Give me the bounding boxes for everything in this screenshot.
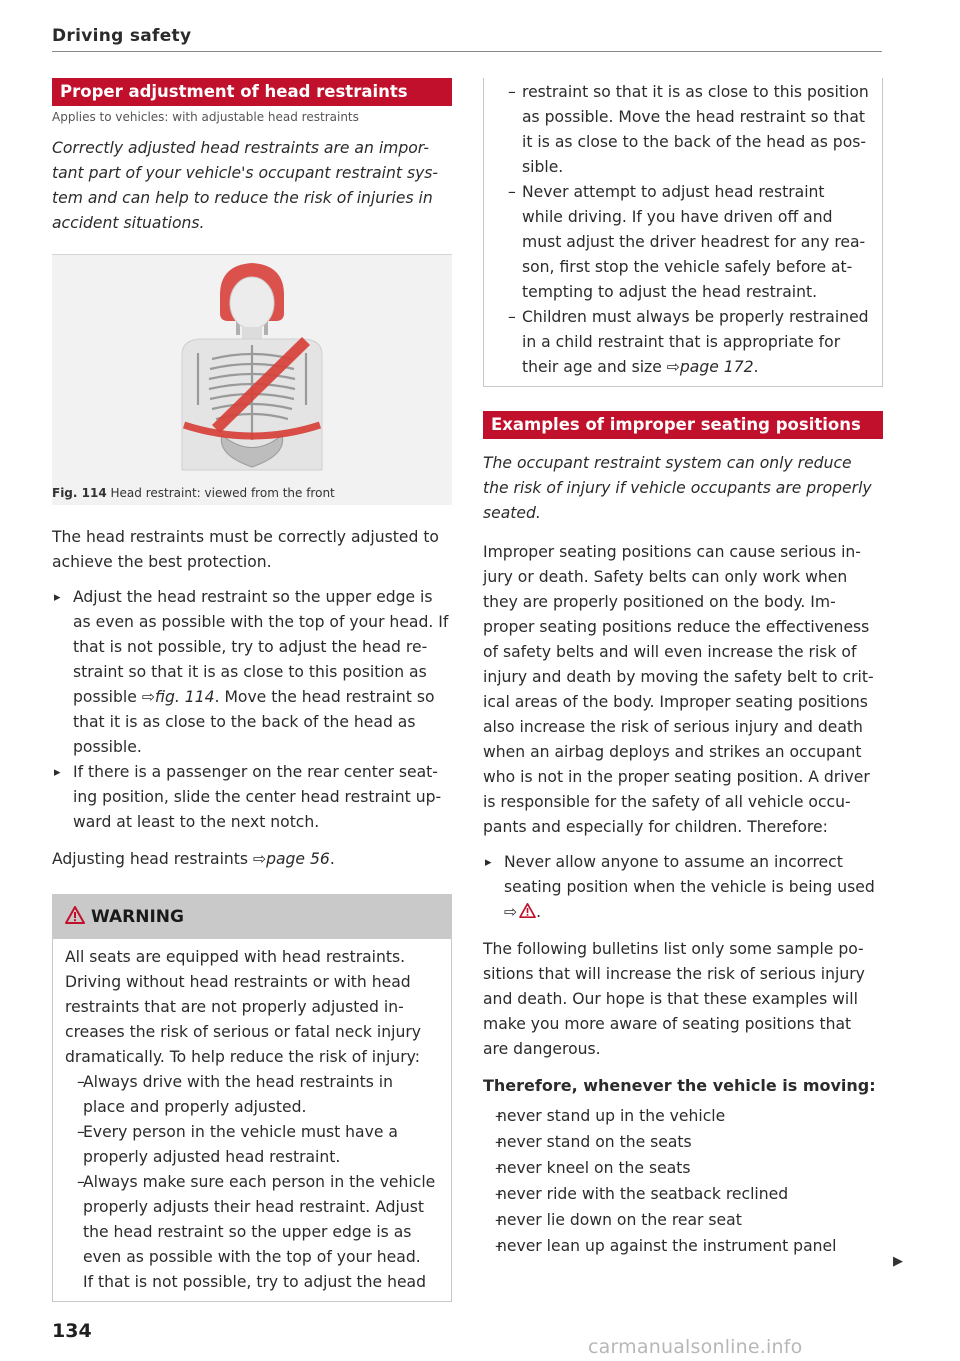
text-line: never kneel on the seats (497, 1159, 691, 1177)
text-line: jury or death. Safety belts can only work when (483, 568, 848, 586)
text-line: ward at least to the next notch. (73, 813, 320, 831)
text-line: dramatically. To help reduce the risk of injury: (65, 1048, 420, 1066)
text-line: ical areas of the body. Improper seating positions (483, 693, 868, 711)
text-line: never lie down on the rear seat (497, 1211, 742, 1229)
left-column (52, 78, 452, 1302)
text-line: place and properly adjusted. (83, 1098, 307, 1116)
warning-triangle-icon (65, 906, 85, 924)
text-line: never lean up against the instrument panel (497, 1237, 837, 1255)
text-line: as possible. Move the head restraint so that (522, 108, 866, 126)
text-line: in a child restraint that is appropriate for (522, 333, 841, 351)
paragraph (52, 847, 452, 872)
dash-item-continued (496, 80, 870, 180)
paragraph (483, 540, 883, 840)
text-line: creases the risk of serious or fatal neck injury (65, 1023, 421, 1041)
list-item (483, 1155, 883, 1181)
text-line: sitions that will increase the risk of serious injury (483, 965, 865, 983)
warning-label: WARNING (91, 907, 184, 927)
ref-arrow-icon: ⇨ (141, 688, 155, 706)
figure-caption (52, 486, 452, 500)
applies-to-note: Applies to vehicles: with adjustable head restraints (52, 110, 359, 124)
text-line: never ride with the seatback reclined (497, 1185, 789, 1203)
text-line: injury and death by moving the safety belt to crit- (483, 668, 874, 686)
ref-arrow-icon: ⇨ (666, 358, 680, 376)
text-line: the head restraint so the upper edge is as (83, 1223, 412, 1241)
text-line: son, first stop the vehicle safely before at- (522, 258, 853, 276)
text-line: Improper seating positions can cause serious in- (483, 543, 861, 561)
text-line: The following bulletins list only some sample po- (483, 940, 864, 958)
text-fragment: possible (73, 688, 142, 706)
text-line: sible. (522, 158, 564, 176)
text-line: straint so that it is as close to this position as (73, 663, 427, 681)
dash-item (496, 305, 870, 380)
warning-title (53, 895, 451, 939)
intro-line: tem and can help to reduce the risk of injuries in (52, 189, 433, 207)
warning-body (484, 78, 882, 386)
right-column (483, 78, 883, 1259)
list-item (483, 1181, 883, 1207)
bullet-item (52, 585, 452, 760)
text-line: restraints that are not properly adjusted in- (65, 998, 404, 1016)
header-rule (52, 51, 882, 52)
text-fragment: . (329, 850, 335, 868)
page-reference-link[interactable]: page 172 (679, 358, 754, 376)
text-line: ing position, slide the center head restraint up- (73, 788, 442, 806)
figure-reference-link[interactable]: fig. 114 (154, 688, 215, 706)
intro-line: seated. (483, 504, 541, 522)
text-line: it is as close to the back of the head as pos- (522, 133, 866, 151)
text-line: If there is a passenger on the rear center seat- (73, 763, 438, 781)
text-fragment: . (536, 903, 542, 921)
watermark: carmanualsonline.info (588, 1336, 803, 1358)
text-line: The head restraints must be correctly adjusted to (52, 528, 439, 546)
text-line: when an airbag deploys and strikes an occupant (483, 743, 862, 761)
dash-item (65, 1070, 439, 1120)
paragraph (483, 937, 883, 1062)
text-line: properly adjusted head restraint. (83, 1148, 341, 1166)
text-line: proper seating positions reduce the effectiveness (483, 618, 870, 636)
text-line: are dangerous. (483, 1040, 601, 1058)
text-line: that it is as close to the back of the head as (73, 713, 416, 731)
warning-triangle-icon[interactable] (519, 903, 536, 918)
dash-item (65, 1170, 439, 1295)
text-line: while driving. If you have driven off and (522, 208, 833, 226)
list-item (483, 1233, 883, 1259)
warning-box-continued (483, 78, 883, 387)
text-line: All seats are equipped with head restraints. (65, 948, 406, 966)
text-fragment: Adjusting head restraints (52, 850, 253, 868)
bullet-item (483, 850, 883, 925)
text-line: must adjust the driver headrest for any rea- (522, 233, 866, 251)
head-restraint-illustration (52, 255, 452, 480)
intro-line: The occupant restraint system can only reduce (483, 454, 852, 472)
warning-body (53, 939, 451, 1301)
section-banner-seating-positions: Examples of improper seating positions (483, 411, 883, 439)
text-line: as even as possible with the top of your head. If (73, 613, 449, 631)
text-fragment: . (753, 358, 759, 376)
text-line: restraint so that it is as close to this position (522, 83, 869, 101)
text-line: Never allow anyone to assume an incorrect (504, 853, 843, 871)
section-header: Driving safety (52, 26, 192, 46)
figure-label: Fig. 114 (52, 486, 107, 500)
intro-line: tant part of your vehicle's occupant restraint sys- (52, 164, 439, 182)
text-line: even as possible with the top of your head. (83, 1248, 421, 1266)
ref-arrow-icon: ⇨ (252, 850, 267, 868)
paragraph (65, 945, 439, 1070)
dash-item (65, 1120, 439, 1170)
text-line: Adjust the head restraint so the upper edge is (73, 588, 433, 606)
intro-text (52, 136, 452, 236)
text-line: Every person in the vehicle must have a (83, 1123, 398, 1141)
text-line: is responsible for the safety of all vehicle occu- (483, 793, 851, 811)
figure-114 (52, 254, 452, 505)
text-line: and death. Our hope is that these examples will (483, 990, 858, 1008)
page-number: 134 (52, 1320, 92, 1342)
text-line: also increase the risk of serious injury and death (483, 718, 863, 736)
text-line: achieve the best protection. (52, 553, 272, 571)
text-line: properly adjusts their head restraint. Adjust (83, 1198, 424, 1216)
ref-arrow-icon: ⇨ (504, 903, 518, 921)
list-item (483, 1103, 883, 1129)
text-fragment: their age and size (522, 358, 667, 376)
figure-caption-text: Head restraint: viewed from the front (110, 486, 335, 500)
text-line: If that is not possible, try to adjust the head (83, 1273, 427, 1291)
text-line: they are properly positioned on the body. Im- (483, 593, 836, 611)
text-line: who is not in the proper seating position. A driver (483, 768, 870, 786)
text-line: seating position when the vehicle is being used (504, 878, 875, 896)
continue-arrow-icon: ▶ (893, 1254, 903, 1269)
warning-box (52, 894, 452, 1302)
list-item (483, 1129, 883, 1155)
bullet-item (52, 760, 452, 835)
text-line: Never attempt to adjust head restraint (522, 183, 825, 201)
list-item (483, 1207, 883, 1233)
page-reference-link[interactable]: page 56 (266, 850, 330, 868)
text-line: of safety belts and will even increase the risk of (483, 643, 857, 661)
text-line: tempting to adjust the head restraint. (522, 283, 818, 301)
intro-text (483, 451, 883, 526)
sub-heading: Therefore, whenever the vehicle is moving: (483, 1076, 876, 1095)
text-fragment: . Move the head restraint so (214, 688, 435, 706)
intro-line: accident situations. (52, 214, 205, 232)
dash-list (483, 1103, 883, 1259)
text-line: possible. (73, 738, 142, 756)
text-line: pants and especially for children. Therefore: (483, 818, 828, 836)
text-line: Always drive with the head restraints in (83, 1073, 394, 1091)
section-banner-head-restraints: Proper adjustment of head restraints (52, 78, 452, 106)
intro-line: the risk of injury if vehicle occupants are properly (483, 479, 872, 497)
dash-item (496, 180, 870, 305)
paragraph (52, 525, 452, 575)
intro-line: Correctly adjusted head restraints are an impor- (52, 139, 429, 157)
text-line: that is not possible, try to adjust the head re- (73, 638, 428, 656)
text-line: never stand up in the vehicle (497, 1107, 726, 1125)
text-line: make you more aware of seating positions that (483, 1015, 852, 1033)
text-line: Driving without head restraints or with head (65, 973, 411, 991)
text-line: never stand on the seats (497, 1133, 692, 1151)
text-line: Children must always be properly restrained (522, 308, 869, 326)
text-line: Always make sure each person in the vehicle (83, 1173, 436, 1191)
